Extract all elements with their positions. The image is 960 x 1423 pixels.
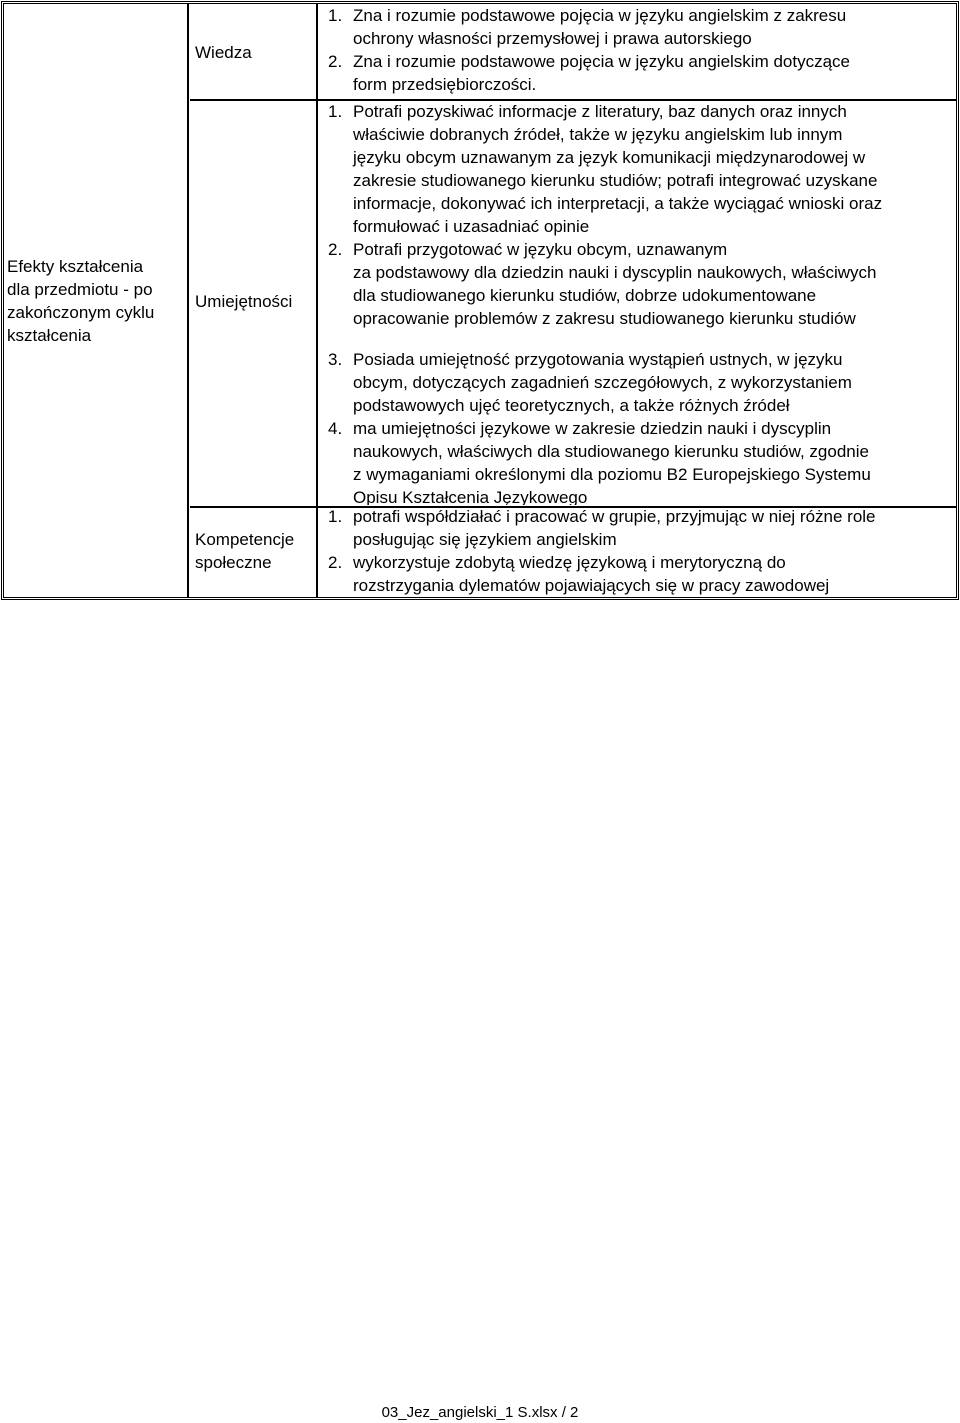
item-text-line: ochrony własności przemysłowej i prawa autorskiego bbox=[353, 29, 752, 48]
section-title-line: zakończonym cyklu bbox=[7, 303, 155, 322]
item-text-line: ma umiejętności językowe w zakresie dziedzin nauki i dyscyplin bbox=[353, 419, 832, 438]
item-text-line: właściwie dobranych źródeł, także w języku angielskim lub innym bbox=[353, 125, 843, 144]
item-text-line: naukowych, właściwych dla studiowanego kierunku studiów, zgodnie bbox=[353, 442, 869, 461]
footer-filename: 03_Jez_angielski_1 S.xlsx bbox=[381, 1404, 558, 1421]
list-item bbox=[328, 50, 953, 96]
item-text-line: zakresie studiowanego kierunku studiów; potrafi integrować uzyskane bbox=[353, 171, 878, 190]
section-title-line: Efekty kształcenia bbox=[7, 257, 144, 276]
list-item bbox=[328, 417, 953, 505]
item-text-line: potrafi współdziałać i pracować w grupie, przyjmując w niej różne role bbox=[353, 507, 876, 526]
category-competences-line: Kompetencje bbox=[195, 530, 295, 549]
item-text-line: dla studiowanego kierunku studiów, dobrze udokumentowane bbox=[353, 286, 817, 305]
item-text-line: opracowanie problemów z zakresu studiowanego kierunku studiów bbox=[353, 309, 856, 328]
list-item bbox=[328, 348, 953, 417]
list-item bbox=[328, 551, 953, 597]
item-number: 1. bbox=[328, 6, 343, 25]
list-item bbox=[328, 4, 953, 50]
item-text-line: informacje, dokonywać ich interpretacji, a także wyciągać wnioski oraz bbox=[353, 194, 883, 213]
knowledge-list bbox=[328, 4, 953, 96]
footer-separator: / bbox=[561, 1404, 566, 1421]
item-number: 2. bbox=[328, 52, 343, 71]
category-knowledge: Wiedza bbox=[195, 43, 252, 62]
item-text-line: Posiada umiejętność przygotowania wystąpień ustnych, w języku bbox=[353, 350, 843, 369]
item-text-line: wykorzystuje zdobytą wiedzę językową i merytoryczną do bbox=[353, 553, 786, 572]
section-title-line: kształcenia bbox=[7, 326, 92, 345]
section-title bbox=[7, 255, 185, 347]
item-text-line: języku obcym uznawanym za język komunikacji międzynarodowej w bbox=[353, 148, 866, 167]
item-text-line: Zna i rozumie podstawowe pojęcia w języku angielskim dotyczące bbox=[353, 52, 851, 71]
competences-list bbox=[328, 505, 953, 598]
item-number: 4. bbox=[328, 419, 343, 438]
item-number: 2. bbox=[328, 240, 343, 259]
item-text-line: podstawowych ujęć teoretycznych, a także różnych źródeł bbox=[353, 396, 790, 415]
item-number: 2. bbox=[328, 553, 343, 572]
column-divider-1 bbox=[187, 4, 189, 597]
item-number: 3. bbox=[328, 350, 343, 369]
item-number: 1. bbox=[328, 102, 343, 121]
skills-list bbox=[328, 100, 953, 334]
item-text-line: za podstawowy dla dziedzin nauki i dyscyplin naukowych, właściwych bbox=[353, 263, 877, 282]
list-item bbox=[328, 238, 953, 330]
item-number: 1. bbox=[328, 507, 343, 526]
page-footer bbox=[0, 1403, 960, 1423]
item-text-line: Potrafi pozyskiwać informacje z literatury, baz danych oraz innych bbox=[353, 102, 847, 121]
item-text-line: formułować i uzasadniać opinie bbox=[353, 217, 590, 236]
list-item bbox=[328, 505, 953, 551]
item-text-line: Potrafi przygotować w języku obcym, uznawanym bbox=[353, 240, 728, 259]
item-text-line: Zna i rozumie podstawowe pojęcia w języku angielskim z zakresu bbox=[353, 6, 847, 25]
footer-page-number: 2 bbox=[570, 1404, 579, 1421]
item-text-line: z wymaganiami określonymi dla poziomu B2 Europejskiego Systemu bbox=[353, 465, 871, 484]
column-divider-2 bbox=[316, 4, 318, 597]
item-text-line: rozstrzygania dylematów pojawiających się w pracy zawodowej bbox=[353, 576, 830, 595]
item-text-line: posługując się językiem angielskim bbox=[353, 530, 617, 549]
item-text-line: form przedsiębiorczości. bbox=[353, 75, 537, 94]
item-text-line: obcym, dotyczących zagadnień szczegółowych, z wykorzystaniem bbox=[353, 373, 852, 392]
category-competences bbox=[195, 528, 294, 574]
category-competences-line: społeczne bbox=[195, 553, 272, 572]
item-text-line: Opisu Kształcenia Językowego bbox=[353, 488, 588, 505]
list-item bbox=[328, 100, 953, 238]
category-skills: Umiejętności bbox=[195, 292, 293, 311]
section-title-line: dla przedmiotu - po bbox=[7, 280, 153, 299]
skills-list-continued bbox=[328, 348, 953, 505]
